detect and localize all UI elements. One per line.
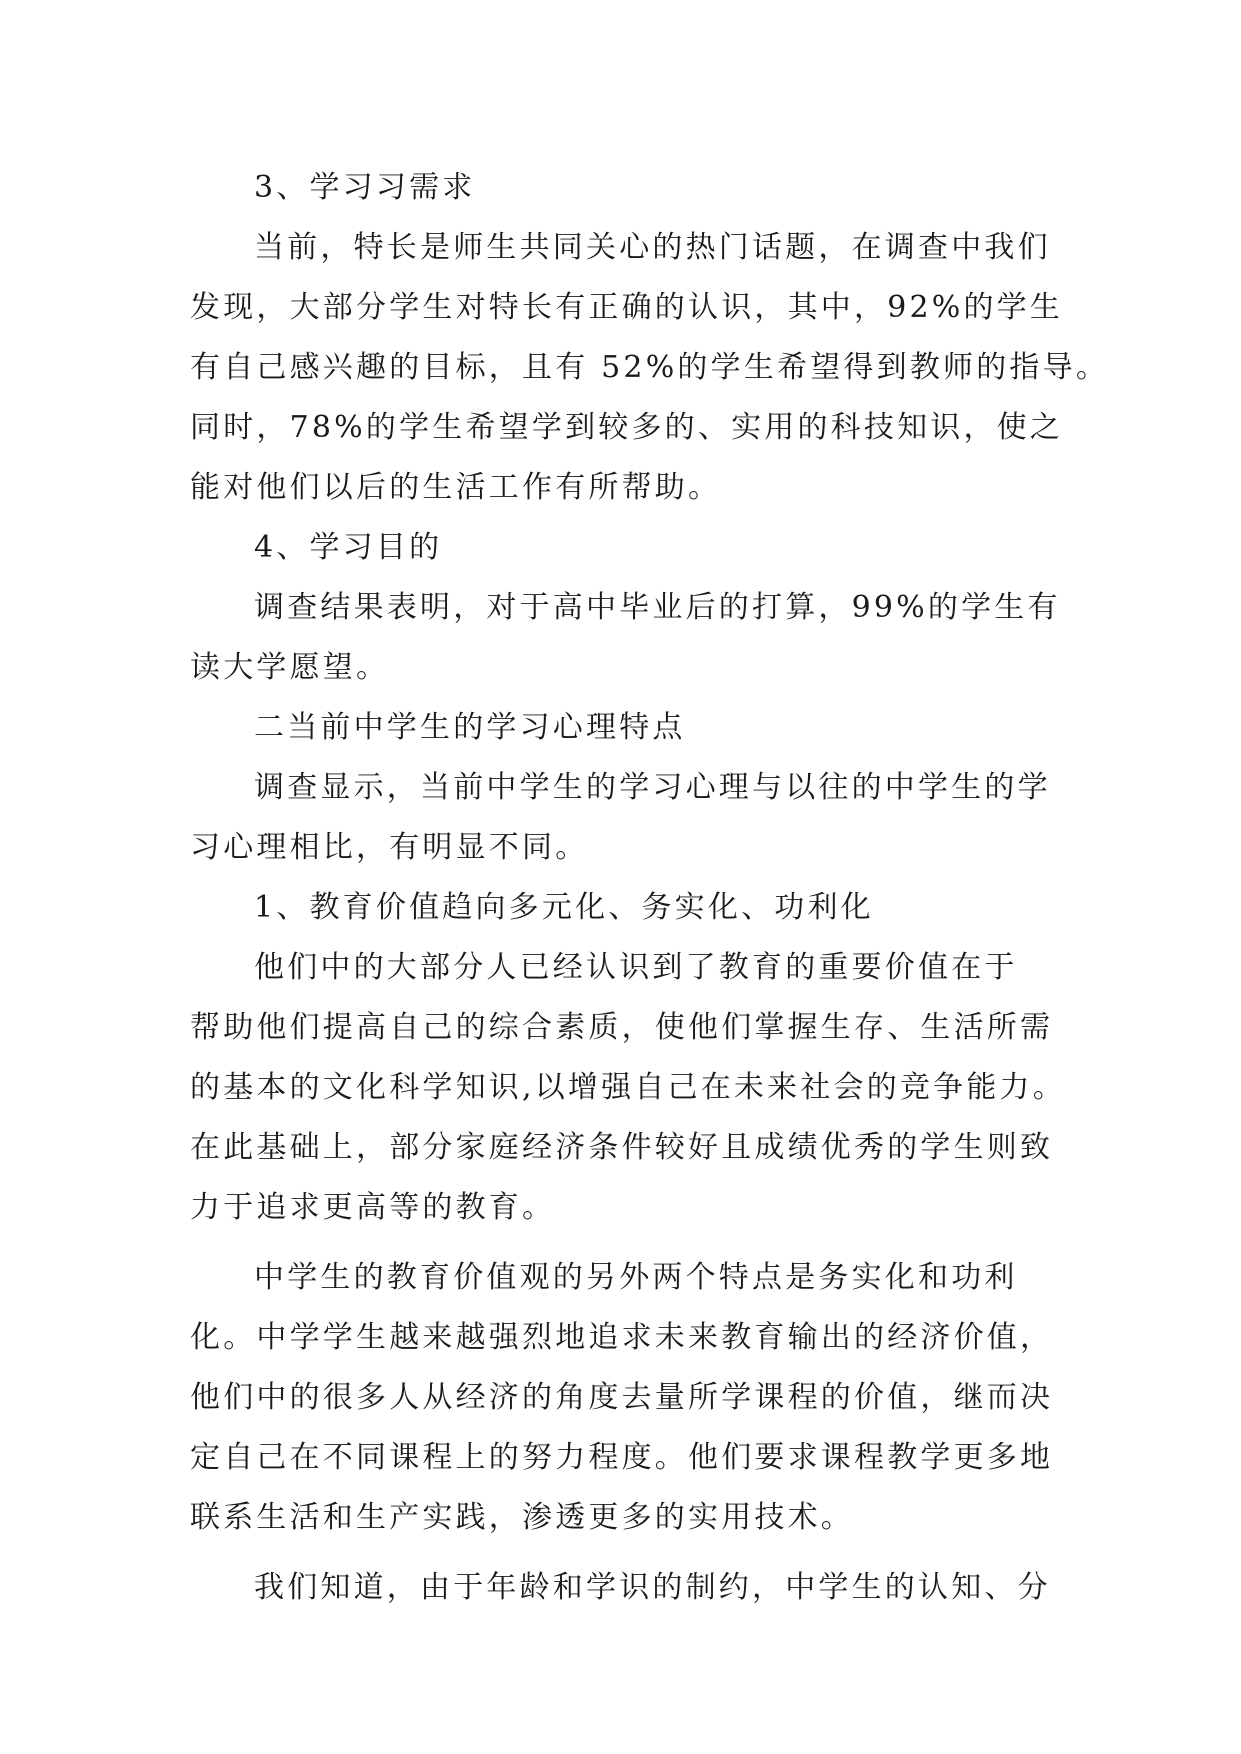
paragraph-line: 读大学愿望。: [190, 650, 390, 685]
section-heading-learning-needs: 3、学习习需求: [254, 170, 476, 205]
section-heading-education-value: 1、教育价值趋向多元化、务实化、功利化: [254, 890, 874, 925]
paragraph-line: 联系生活和生产实践，渗透更多的实用技术。: [190, 1500, 854, 1535]
section-heading-psychology-traits: 二当前中学生的学习心理特点: [254, 710, 686, 745]
document-page: [190, 158, 1110, 1618]
paragraph-spacer: [190, 1548, 1070, 1558]
paragraph-line: 能对他们以后的生活工作有所帮助。: [190, 470, 722, 505]
paragraph-spacer: [190, 1238, 1070, 1248]
paragraph-line: 他们中的很多人从经济的角度去量所学课程的价值，继而决: [190, 1380, 1054, 1415]
paragraph-line: 当前，特长是师生共同关心的热门话题，在调查中我们: [254, 230, 1051, 265]
section-heading-learning-goals: 4、学习目的: [254, 530, 443, 565]
paragraph-line: 中学生的教育价值观的另外两个特点是务实化和功利: [254, 1260, 1018, 1295]
paragraph-line: 习心理相比，有明显不同。: [190, 830, 589, 865]
paragraph-line: 我们知道，由于年龄和学识的制约，中学生的认知、分: [254, 1570, 1051, 1605]
paragraph-line: 力于追求更高等的教育。: [190, 1190, 556, 1225]
paragraph-line: 调查结果表明，对于高中毕业后的打算，99%的学生有: [254, 590, 1061, 625]
paragraph-line: 有自己感兴趣的目标，且有 52%的学生希望得到教师的指导。: [190, 350, 1110, 385]
paragraph-line: 的基本的文化科学知识,以增强自己在未来社会的竞争能力。: [190, 1070, 1066, 1105]
paragraph-line: 在此基础上，部分家庭经济条件较好且成绩优秀的学生则致: [190, 1130, 1054, 1165]
paragraph-line: 发现，大部分学生对特长有正确的认识，其中，92%的学生: [190, 290, 1064, 325]
paragraph-line: 他们中的大部分人已经认识到了教育的重要价值在于: [254, 950, 1018, 985]
paragraph-line: 定自己在不同课程上的努力程度。他们要求课程教学更多地: [190, 1440, 1054, 1475]
paragraph-line: 同时，78%的学生希望学到较多的、实用的科技知识，使之: [190, 410, 1064, 445]
paragraph-line: 化。中学学生越来越强烈地追求未来教育输出的经济价值，: [190, 1320, 1054, 1355]
paragraph-line: 调查显示，当前中学生的学习心理与以往的中学生的学: [254, 770, 1051, 805]
paragraph-line: 帮助他们提高自己的综合素质，使他们掌握生存、生活所需: [190, 1010, 1054, 1045]
